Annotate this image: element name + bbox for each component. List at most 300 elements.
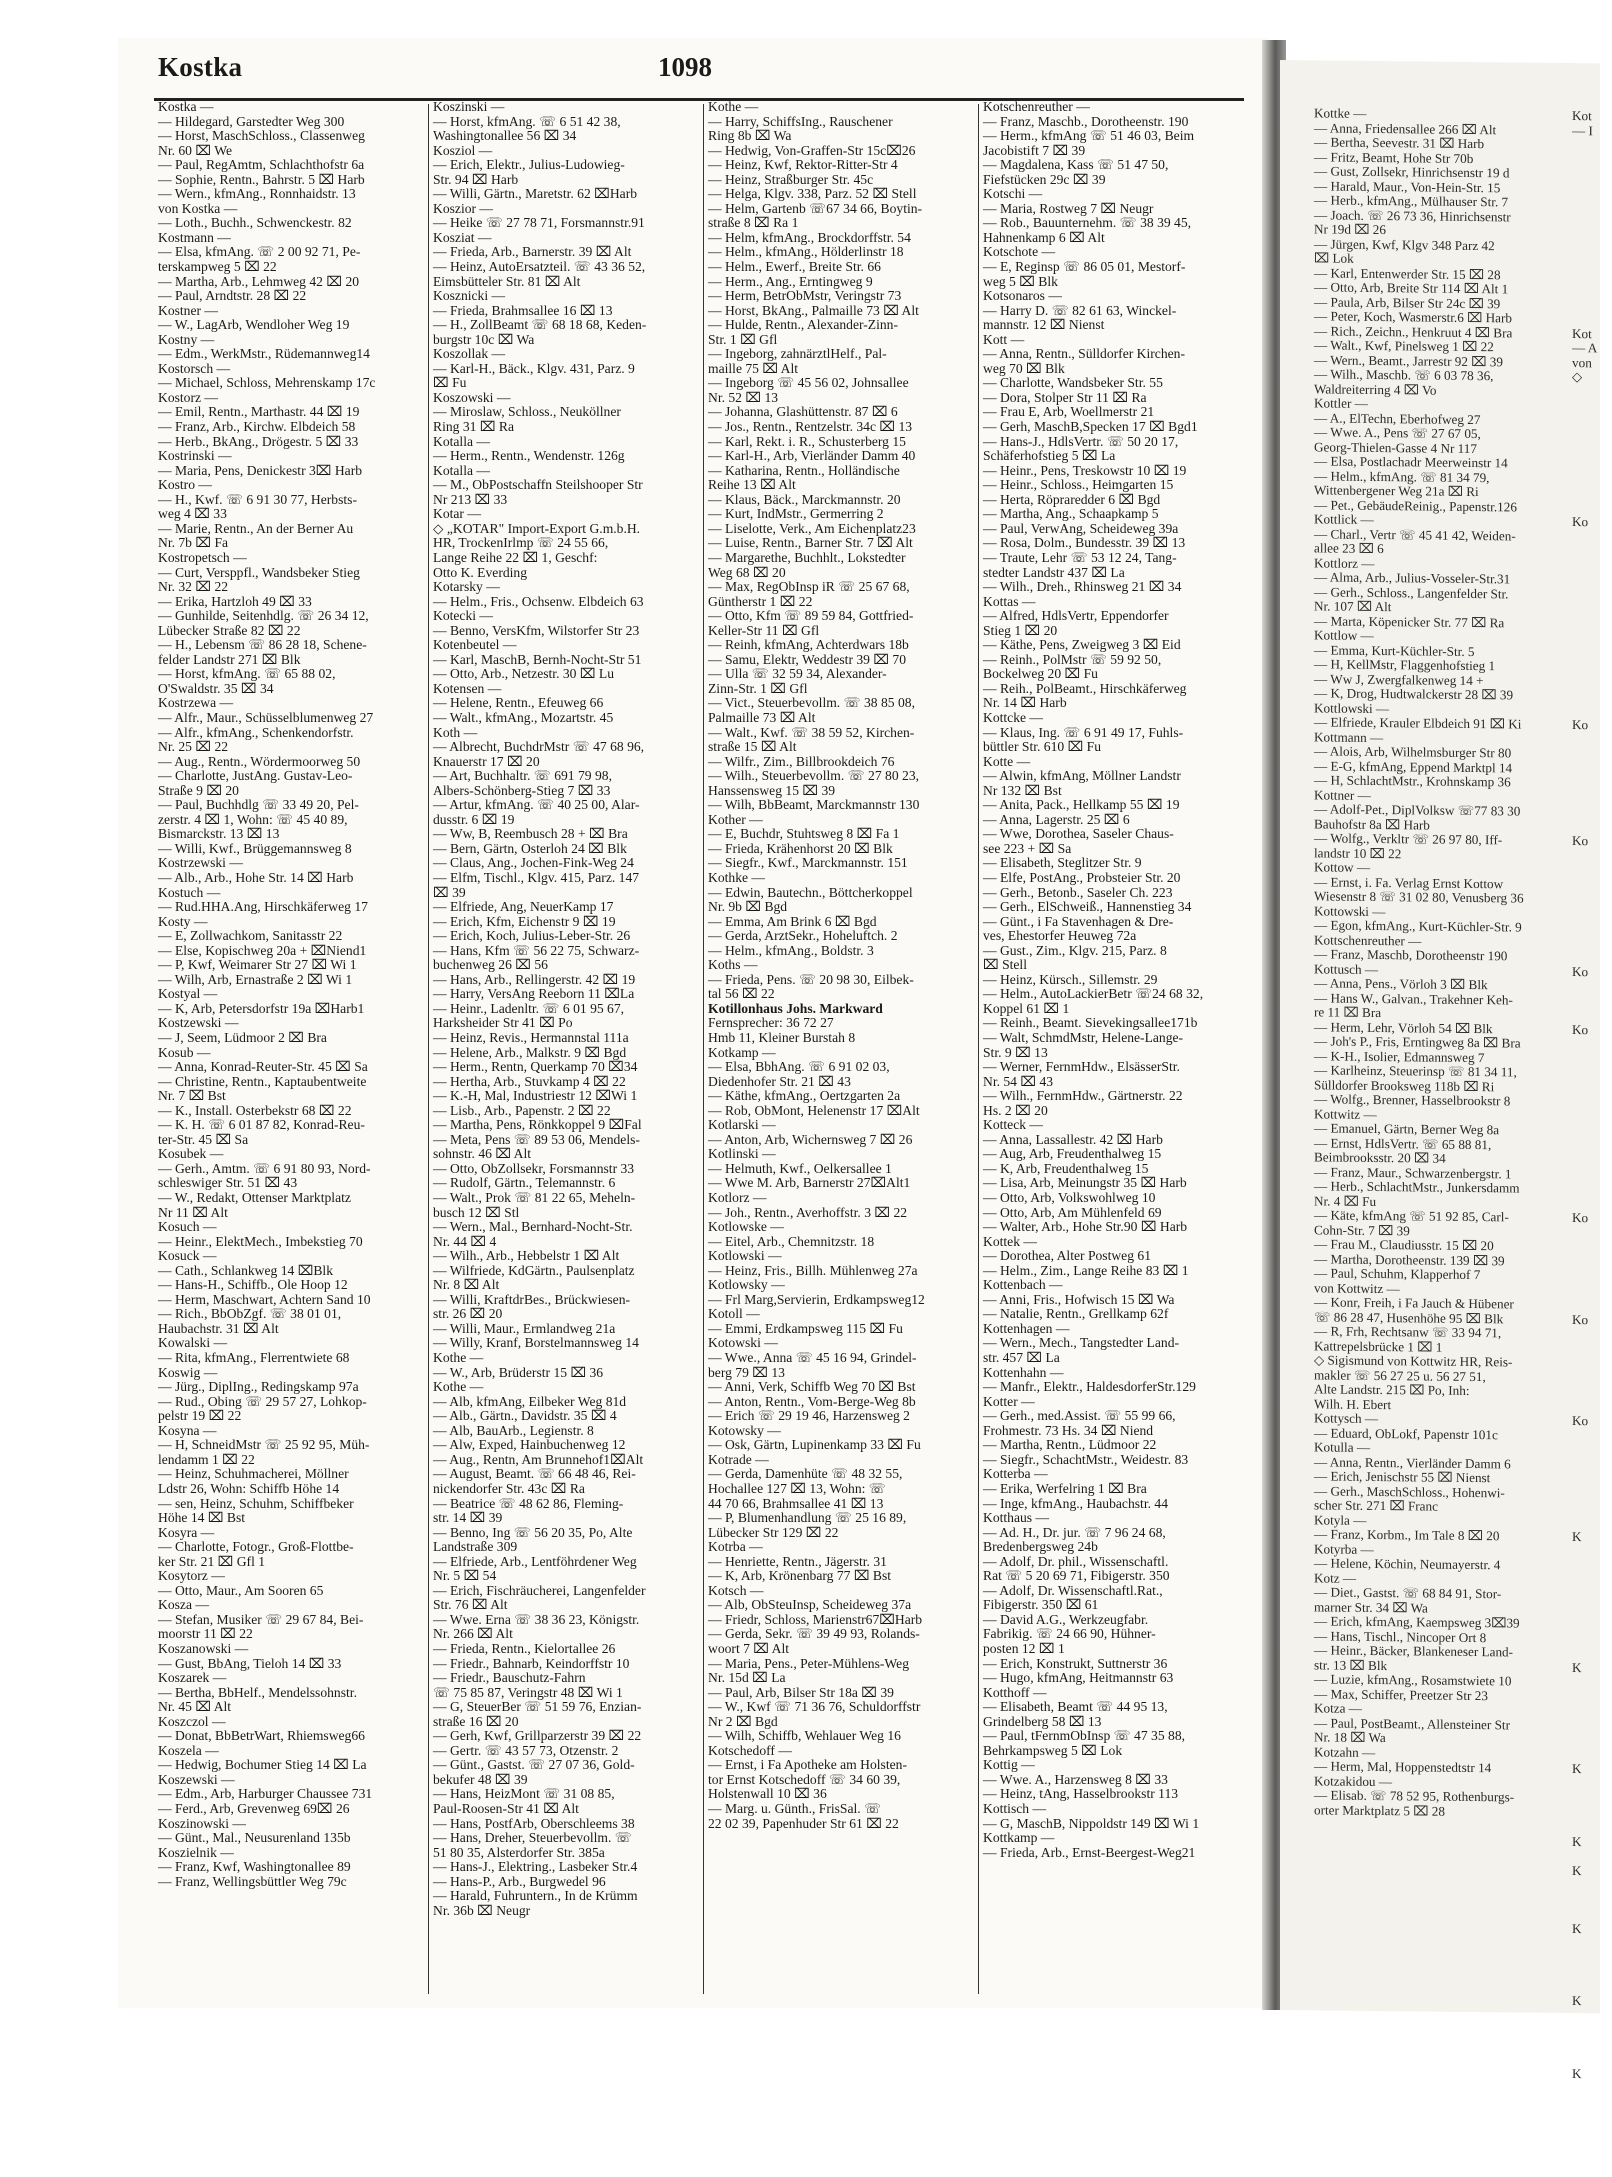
right-entry-line: K: [1572, 1761, 1582, 1777]
right-entry-line: — Elisab. ☏ 78 52 95, Rothenburgs-: [1314, 1787, 1515, 1805]
left-entry-line: Kothe —: [433, 1350, 484, 1366]
left-entry-line: Kosty —: [158, 913, 208, 929]
right-entry-line: [1572, 1269, 1612, 1284]
right-entry-line: Kottysch —: [1314, 1410, 1379, 1427]
right-entry-line: Beimbrooksstr. 20 ⌧ 34: [1314, 1149, 1446, 1166]
left-entry-line: — Elsa, kfmAng. ☏ 2 00 92 71, Pe-: [158, 244, 361, 260]
left-entry-line: — Beatrice ☏ 48 62 86, Fleming-: [433, 1495, 624, 1511]
right-entry-line: K: [1572, 1993, 1582, 2009]
right-entry-line: [1572, 921, 1612, 936]
right-entry-line: [1572, 1791, 1612, 1806]
left-entry-line: — Hans, Kfm ☏ 56 22 75, Schwarz-: [433, 942, 640, 958]
left-entry-line: Hmb 11, Kleiner Burstah 8: [708, 1030, 856, 1045]
left-entry-line: Kotalla —: [433, 462, 491, 478]
right-entry-line: [1572, 1545, 1612, 1560]
right-entry-line: [1572, 1066, 1612, 1081]
right-entry-line: — Ernst, i. Fa. Verlag Ernst Kottow: [1314, 873, 1504, 891]
left-entry-line: Kottkamp —: [983, 1830, 1055, 1846]
left-entry-line: — Heinz, Straßburger Str. 45c: [708, 171, 874, 187]
right-entry-line: Ko: [1572, 514, 1589, 530]
right-entry-line: [1572, 1806, 1612, 1821]
left-entry-line: — Wern., kfmAng., Ronnhaidstr. 13: [158, 186, 356, 202]
left-entry-line: moorstr 11 ⌧ 22: [158, 1626, 253, 1642]
left-entry-line: — Hans-J., Elektring., Lasbeker Str.4: [433, 1859, 638, 1875]
right-entry-line: — Joach. ☏ 26 73 36, Hinrichsenstr: [1314, 206, 1511, 224]
left-entry-line: sohnstr. 46 ⌧ Alt: [433, 1146, 531, 1162]
right-entry-line: — Emanuel, Gärtn, Berner Weg 8a: [1314, 1120, 1500, 1138]
left-entry-line: — Alb., Gärtn., Davidstr. 35 ⌧ 4: [433, 1408, 617, 1424]
right-entry-line: ◇: [1572, 369, 1583, 385]
right-entry-line: [1572, 1443, 1612, 1458]
left-entry-line: zerstr. 4 ⌧ 1, Wohn: ☏ 45 40 89,: [158, 811, 348, 827]
left-entry-line: berg 79 ⌧ 13: [708, 1364, 785, 1380]
left-entry-line: Kottek —: [983, 1233, 1037, 1249]
left-entry-line: Koths —: [708, 957, 758, 973]
right-entry-line: [1572, 1632, 1612, 1647]
left-entry-line: — Otto, Arb, Am Mühlenfeld 69: [983, 1204, 1162, 1220]
left-entry-line: Kotter —: [983, 1393, 1035, 1409]
right-entry-line: [1572, 660, 1612, 675]
left-entry-line: — Reinh, kfmAng, Achterdwars 18b: [708, 637, 909, 653]
left-entry-line: — Charlotte, Fotogr., Groß-Flottbe-: [158, 1539, 354, 1555]
left-entry-line: — Willi, Gärtn., Maretstr. 62 ⌧Harb: [433, 186, 638, 202]
left-entry-line: — Karl, Rekt. i. R., Schusterberg 15: [708, 433, 906, 449]
right-entry-line: Kottlowski —: [1314, 699, 1390, 716]
left-entry-line: — Elfm, Tischl., Klgv. 415, Parz. 147: [433, 869, 640, 885]
right-entry-line: [1572, 1255, 1612, 1270]
left-entry-line: — Otto, Maur., Am Sooren 65: [158, 1582, 324, 1598]
right-entry-line: [1572, 791, 1612, 806]
left-entry-line: — Elfe, PostAng., Probsteier Str. 20: [983, 869, 1181, 885]
left-entry-line: Behrkampsweg 5 ⌧ Lok: [983, 1742, 1123, 1758]
left-entry-line: — Alfr., kfmAng., Schenkendorfstr.: [158, 724, 354, 740]
left-entry-line: Ring 8b ⌧ Wa: [708, 128, 792, 144]
right-entry-line: — Anna, Pens., Vörloh 3 ⌧ Blk: [1314, 975, 1488, 993]
left-entry-line: Güntherstr 1 ⌧ 22: [708, 593, 813, 609]
left-entry-line: — Christine, Rentn., Kaptaubentweite: [158, 1073, 367, 1089]
left-entry-line: — Gunhilde, Seitenhdlg. ☏ 26 34 12,: [158, 608, 369, 624]
left-entry-line: — H., Lebensm ☏ 86 28 18, Schene-: [158, 637, 367, 653]
right-entry-line: [1572, 457, 1612, 472]
left-entry-line: Koszollak —: [433, 346, 506, 362]
left-entry-line: weg 70 ⌧ Blk: [983, 360, 1065, 376]
left-entry-line: — Martha, Arb., Lehmweg 42 ⌧ 20: [158, 273, 360, 289]
left-entry-line: — Karl, MaschB, Bernh-Nocht-Str 51: [433, 651, 642, 667]
left-entry-line: — H, SchneidMstr ☏ 25 92 95, Müh-: [158, 1437, 370, 1453]
right-entry-line: von: [1572, 354, 1592, 370]
left-entry-line: Nr 2 ⌧ Bgd: [708, 1713, 778, 1729]
left-entry-line: — Otto, Kfm ☏ 89 59 84, Gottfried-: [708, 608, 914, 624]
left-entry-line: — Edwin, Bautechn., Böttcherkoppel: [708, 884, 913, 900]
left-entry-line: Weg 68 ⌧ 20: [708, 564, 786, 580]
right-entry-line: [1572, 153, 1612, 168]
right-entry-line: ◇ Sigismund von Kottwitz HR, Reis-: [1314, 1352, 1513, 1370]
right-entry-line: [1572, 138, 1612, 153]
left-entry-line: — Walt., Prok ☏ 81 22 65, Meheln-: [433, 1190, 636, 1206]
left-entry-line: — Osk, Gärtn, Lupinenkamp 33 ⌧ Fu: [708, 1437, 921, 1453]
right-entry-line: Georg-Thielen-Gasse 4 Nr 117: [1314, 438, 1477, 456]
right-entry-line: — E-G, kfmAng, Eppend Marktpl 14: [1314, 757, 1513, 775]
left-entry-line: — K., Install. Osterbekstr 68 ⌧ 22: [158, 1102, 352, 1118]
right-entry-line: [1572, 863, 1612, 878]
right-page: [1280, 60, 1600, 2081]
left-entry-line: Kotrade —: [708, 1451, 769, 1467]
right-entry-line: Kottlow —: [1314, 627, 1374, 643]
left-entry-line: Kotlowske —: [708, 1219, 784, 1235]
left-entry-line: — Alb, kfmAng, Eilbeker Weg 81d: [433, 1393, 627, 1409]
left-entry-line: — Hedwig, Bochumer Stieg 14 ⌧ La: [158, 1757, 367, 1773]
left-entry-line: — Harry D. ☏ 82 61 63, Winckel-: [983, 302, 1177, 318]
left-entry-line: — Franz, Kwf, Washingtonallee 89: [158, 1859, 351, 1875]
left-entry-line: Kottenhagen —: [983, 1320, 1070, 1336]
left-entry-line: — Anton, Rentn., Vom-Berge-Weg 8b: [708, 1393, 916, 1409]
left-entry-line: Otto K. Everding: [433, 564, 528, 580]
left-entry-line: Diedenhofer Str. 21 ⌧ 43: [708, 1073, 851, 1089]
left-entry-line: — Helmuth, Kwf., Oelkersallee 1: [708, 1160, 892, 1176]
right-entry-line: — Pet., GebäudeReinig., Papenstr.126: [1314, 496, 1517, 514]
left-entry-line: — Rud., Obing ☏ 29 57 27, Lohkop-: [158, 1393, 367, 1409]
left-entry-line: — Gerh, MaschB,Specken 17 ⌧ Bgd1: [983, 419, 1198, 435]
left-entry-line: — Gerda, ArztSekr., Hoheluftch. 2: [708, 928, 898, 944]
right-entry-line: Kottowski —: [1314, 902, 1386, 919]
left-entry-line: — Wilh., Arb., Hebbelstr 1 ⌧ Alt: [433, 1248, 620, 1264]
left-entry-line: — Hans-J., HdlsVertr. ☏ 50 20 17,: [983, 433, 1179, 449]
right-entry-line: Kottlick —: [1314, 511, 1374, 527]
right-entry-line: [1572, 1574, 1612, 1589]
left-entry-line: Kotillonhaus Johs. Markward: [708, 1000, 883, 1016]
left-entry-line: — Reinh., Beamt. Sievekingsallee171b: [983, 1015, 1198, 1031]
left-entry-line: — K, Arb, Freudenthalweg 15: [983, 1160, 1149, 1176]
left-entry-line: Knauerstr 17 ⌧ 20: [433, 753, 540, 769]
left-entry-line: Kotschote —: [983, 244, 1056, 260]
left-entry-line: Kottas —: [983, 593, 1036, 609]
right-entry-line: — Helene, Köchin, Neumayerstr. 4: [1314, 1555, 1501, 1573]
right-entry-line: [1572, 2023, 1612, 2038]
left-entry-line: Kotthoff —: [983, 1684, 1047, 1700]
right-entry-line: [1572, 950, 1612, 965]
left-entry-line: — Hulde, Rentn., Alexander-Zinn-: [708, 317, 898, 333]
left-entry-line: — Dorothea, Alter Postweg 61: [983, 1248, 1152, 1264]
left-entry-line: — Franz, Maschb., Dorotheenstr. 190: [983, 113, 1189, 129]
left-entry-line: — Walt., Kwf. ☏ 38 59 52, Kirchen-: [708, 724, 915, 740]
left-entry-line: Jacobistift 7 ⌧ 39: [983, 142, 1086, 158]
right-entry-line: Kattrepelsbrücke 1 ⌧ 1: [1314, 1337, 1443, 1355]
left-entry-line: — Kurt, IndMstr., Germerring 2: [708, 506, 884, 522]
right-entry-line: — Anna, Rentn., Vierländer Damm 6: [1314, 1453, 1511, 1471]
right-entry-line: [1572, 733, 1612, 748]
right-entry-line: Kotza —: [1314, 1700, 1362, 1716]
left-entry-line: Haubachstr. 31 ⌧ Alt: [158, 1320, 279, 1336]
left-entry-line: Zinn-Str. 1 ⌧ Gfl: [708, 680, 808, 696]
left-entry-line: Kostrzewski —: [158, 855, 243, 871]
right-entry-line: [1572, 1951, 1612, 1966]
right-entry-line: [1572, 298, 1612, 313]
left-entry-line: — Ulla ☏ 32 59 34, Alexander-: [708, 666, 887, 682]
right-entry-line: Kottmann —: [1314, 728, 1384, 745]
right-entry-line: [1572, 2038, 1612, 2053]
right-entry-line: Sülldorfer Brooksweg 118b ⌧ Ri: [1314, 1076, 1495, 1094]
left-entry-line: Kosznicki —: [433, 288, 506, 304]
right-entry-line: [1572, 936, 1612, 951]
left-entry-line: — Anni, Verk, Schiffb Weg 70 ⌧ Bst: [708, 1379, 916, 1395]
left-entry-line: — M., ObPostschaffn Steilshooper Str: [433, 477, 643, 493]
right-entry-line: K: [1572, 2065, 1582, 2081]
left-entry-line: — W., LagArb, Wendloher Weg 19: [158, 317, 350, 333]
left-entry-line: HR, TrockenIrlmp ☏ 24 55 66,: [433, 535, 609, 551]
left-entry-line: — Maria, Pens., Peter-Mühlens-Weg: [708, 1655, 909, 1671]
left-entry-line: ◇ „KOTAR" Import-Export G.m.b.H.: [433, 520, 641, 536]
right-entry-line: [1572, 1965, 1612, 1980]
right-entry-line: Waldreiterring 4 ⌧ Vo: [1314, 380, 1437, 398]
right-entry-line: Ko: [1572, 963, 1589, 979]
right-entry-line: — Fritz, Beamt, Hohe Str 70b: [1314, 148, 1474, 166]
right-entry-line: [1572, 1182, 1612, 1197]
right-entry-line: — Wilh., Maschb. ☏ 6 03 78 36,: [1314, 366, 1494, 384]
left-entry-line: — Miroslaw, Schloss., Neuköllner: [433, 404, 621, 420]
left-entry-line: ☏ 75 85 87, Veringstr 48 ⌧ Wi 1: [433, 1684, 623, 1700]
right-entry-line: — Ww J, Zwergfalkenweg 14 +: [1314, 670, 1484, 688]
left-entry-line: — Inge, kfmAng., Haubachstr. 44: [983, 1495, 1168, 1511]
left-entry-line: — Erich, Konstrukt, Suttnerstr 36: [983, 1655, 1168, 1671]
left-entry-line: — Anna, Lagerstr. 25 ⌧ 6: [983, 811, 1130, 827]
left-entry-line: Kostrzewa —: [158, 695, 234, 711]
right-entry-line: [1572, 1168, 1612, 1183]
left-entry-line: — Frieda, Krähenhorst 20 ⌧ Blk: [708, 840, 893, 856]
left-entry-line: — Heike ☏ 27 78 71, Forsmannstr.91: [433, 215, 645, 231]
right-entry-line: [1572, 1936, 1612, 1951]
right-entry-line: — Wolfg., Brenner, Hasselbrookstr 8: [1314, 1091, 1511, 1109]
right-entry-line: [1572, 443, 1612, 458]
right-entry-line: [1572, 1603, 1612, 1618]
left-entry-line: Koszarek —: [158, 1670, 227, 1686]
left-entry-line: — Heinr., Ladenltr. ☏ 6 01 95 67,: [433, 1000, 625, 1016]
left-entry-line: — Artur, kfmAng. ☏ 40 25 00, Alar-: [433, 797, 640, 813]
left-entry-line: O'Swaldstr. 35 ⌧ 34: [158, 680, 274, 696]
left-entry-line: — Lisb., Arb., Papenstr. 2 ⌧ 22: [433, 1102, 611, 1118]
right-entry-line: — Paul, PostBeamt., Allensteiner Str: [1314, 1714, 1510, 1732]
right-entry-line: [1572, 1153, 1612, 1168]
left-entry-line: — Helene, Rentn., Efeuweg 66: [433, 695, 604, 711]
left-entry-line: — Donat, BbBetrWart, Rhiemsweg66: [158, 1728, 365, 1744]
right-entry-line: — Bertha, Seevestr. 31 ⌧ Harb: [1314, 134, 1485, 152]
left-entry-line: Landstraße 309: [433, 1539, 518, 1555]
left-entry-line: Nr. 5 ⌧ 54: [433, 1568, 497, 1584]
left-entry-line: — Wwe. A., Harzensweg 8 ⌧ 33: [983, 1771, 1168, 1787]
left-entry-line: — Herm., Rentn, Querkamp 70 ⌧34: [433, 1059, 638, 1075]
right-entry-line: K: [1572, 1862, 1582, 1878]
left-entry-line: ker Str. 21 ⌧ Gfl 1: [158, 1553, 266, 1569]
right-entry-line: [1572, 1501, 1612, 1516]
left-entry-line: — Erich, Kfm, Eichenstr 9 ⌧ 19: [433, 913, 616, 929]
left-entry-line: — Harald, Fuhruntern., In de Krümm: [433, 1888, 638, 1904]
left-entry-line: Kotschi —: [983, 186, 1043, 202]
left-entry-line: posten 12 ⌧ 1: [983, 1640, 1065, 1656]
left-entry-line: Kotsonaros —: [983, 288, 1062, 304]
right-entry-line: Ko: [1572, 717, 1589, 733]
left-entry-line: — Rud.HHA.Ang, Hirschkäferweg 17: [158, 899, 368, 915]
left-entry-line: Kothke —: [708, 869, 766, 885]
left-entry-line: — Friedr, Schloss, Marienstr67⌧Harb: [708, 1611, 923, 1627]
left-entry-line: — Helm., Fris., Ochsenw. Elbdeich 63: [433, 593, 644, 609]
left-entry-line: Kother —: [708, 811, 763, 827]
left-entry-line: — Franz, Wellingsbüttler Weg 79c: [158, 1873, 347, 1889]
left-entry-line: — Alb, ObSteuInsp, Scheideweg 37a: [708, 1597, 912, 1613]
left-entry-line: — Jürg., DiplIng., Redingskamp 97a: [158, 1379, 359, 1395]
left-entry-line: Nr. 44 ⌧ 4: [433, 1233, 497, 1249]
left-entry-line: Kostuch —: [158, 884, 221, 900]
left-entry-line: — K, Arb, Krönenbarg 77 ⌧ Bst: [708, 1568, 892, 1584]
right-entry-line: K: [1572, 1920, 1582, 1936]
left-entry-line: 51 80 35, Alsterdorfer Str. 385a: [433, 1844, 605, 1860]
left-entry-line: — Hans-P., Arb., Burgwedel 96: [433, 1873, 606, 1889]
left-entry-line: Nr 11 ⌧ Alt: [158, 1204, 228, 1220]
left-entry-line: — Alfred, HdlsVertr, Eppendorfer: [983, 608, 1169, 624]
right-entry-line: — Käte, kfmAng ☏ 51 92 85, Carl-: [1314, 1207, 1509, 1225]
left-entry-line: Nr. 54 ⌧ 43: [983, 1073, 1054, 1089]
right-entry-line: Nr. 4 ⌧ Fu: [1314, 1192, 1377, 1209]
right-entry-line: — R, Frh, Rechtsanw ☏ 33 94 71,: [1314, 1323, 1502, 1341]
right-entry-line: [1572, 1690, 1612, 1705]
left-entry-line: — Natalie, Rentn., Grellkamp 62f: [983, 1306, 1169, 1322]
left-entry-line: straße 16 ⌧ 20: [433, 1713, 519, 1729]
left-entry-line: — Traute, Lehr ☏ 53 12 24, Tang-: [983, 549, 1177, 565]
left-entry-line: — Paul, VerwAng, Scheideweg 39a: [983, 520, 1179, 536]
right-entry-line: [1572, 1298, 1612, 1313]
left-entry-line: Kotecki —: [433, 608, 494, 624]
left-entry-line: Kottig —: [983, 1757, 1035, 1773]
left-entry-line: — W., Kwf ☏ 71 36 76, Schuldorffstr: [708, 1699, 921, 1715]
running-head-name: Kostka: [158, 52, 243, 82]
right-entry-line: [1572, 1429, 1612, 1444]
right-entry-line: Kottusch —: [1314, 960, 1379, 977]
left-entry-line: — Heinz, Kürsch., Sillemstr. 29: [983, 971, 1158, 987]
left-entry-line: — Wwe M. Arb, Barnerstr 27⌧Alt1: [708, 1175, 911, 1191]
directory-column-1: [158, 100, 423, 2000]
left-entry-line: — Henriette, Rentn., Jägerstr. 31: [708, 1553, 887, 1569]
column-divider: [428, 104, 429, 1994]
left-entry-line: — P, Kwf, Weimarer Str 27 ⌧ Wi 1: [158, 957, 357, 973]
left-entry-line: — Heinz, Kwf, Rektor-Ritter-Str 4: [708, 157, 898, 173]
left-entry-line: — Hertha, Arb., Stuvkamp 4 ⌧ 22: [433, 1073, 626, 1089]
left-entry-line: — Bern, Gärtn, Osterloh 24 ⌧ Blk: [433, 840, 627, 856]
left-entry-line: — Albrecht, BuchdrMstr ☏ 47 68 96,: [433, 739, 645, 755]
right-entry-line: [1572, 1878, 1612, 1893]
left-entry-line: Nr. 60 ⌧ We: [158, 142, 232, 158]
directory-column-2: [433, 100, 698, 2000]
right-entry-line: — Luzie, kfmAng., Rosamstwiete 10: [1314, 1671, 1512, 1689]
right-entry-line: [1572, 225, 1612, 240]
left-entry-line: Bredenbergsweg 24b: [983, 1539, 1098, 1555]
right-entry-line: [1572, 544, 1612, 559]
left-entry-line: — Willy, Kranf, Borstelmannsweg 14: [433, 1335, 639, 1351]
left-entry-line: Bismarckstr. 13 ⌧ 13: [158, 826, 280, 842]
right-entry-line: [1572, 1907, 1612, 1922]
left-entry-line: — Willi, Kwf., Brüggemannsweg 8: [158, 840, 352, 856]
right-entry-line: [1572, 428, 1612, 443]
left-entry-line: felder Landstr 271 ⌧ Blk: [158, 651, 301, 667]
left-entry-line: Kotarsky —: [433, 579, 500, 595]
right-entry-line: [1572, 414, 1612, 429]
left-entry-line: Kosubek —: [158, 1146, 224, 1162]
right-entry-line: K: [1572, 1833, 1582, 1849]
left-entry-line: — Wilh, Schiffb, Wehlauer Weg 16: [708, 1728, 901, 1744]
left-entry-line: Kostka —: [158, 99, 214, 114]
left-entry-line: Kotkamp —: [708, 1044, 776, 1060]
right-entry-line: [1572, 675, 1612, 690]
left-entry-line: Str. 94 ⌧ Harb: [433, 171, 519, 187]
left-entry-line: Kostmann —: [158, 229, 231, 245]
left-entry-line: — Ferd., Arb, Grevenweg 69⌧ 26: [158, 1800, 350, 1816]
left-entry-line: — Ingeborg ☏ 45 56 02, Johnsallee: [708, 375, 909, 391]
left-entry-line: Nr. 7b ⌧ Fa: [158, 535, 229, 551]
right-entry-line: Kot: [1572, 108, 1592, 124]
left-entry-line: — Herm, Maschwart, Achtern Sand 10: [158, 1291, 371, 1307]
left-entry-line: — Käthe, kfmAng., Oertzgarten 2a: [708, 1088, 901, 1104]
left-entry-line: — Paul, Buchhdlg ☏ 33 49 20, Pel-: [158, 797, 359, 813]
left-entry-line: Kothe —: [708, 99, 759, 114]
left-entry-line: Nr. 36b ⌧ Neugr: [433, 1902, 531, 1918]
left-entry-line: büttler Str. 610 ⌧ Fu: [983, 739, 1102, 755]
right-entry-line: Kot: [1572, 325, 1592, 341]
left-entry-line: — G, MaschB, Nippoldstr 149 ⌧ Wi 1: [983, 1815, 1200, 1831]
left-entry-line: — Horst, BkAng., Palmaille 73 ⌧ Alt: [708, 302, 919, 318]
left-entry-line: — Helm, kfmAng., Brockdorffstr. 54: [708, 229, 911, 245]
left-entry-line: — Anna, Rentn., Sülldorfer Kirchen-: [983, 346, 1185, 362]
left-entry-line: — Hans, Dreher, Steuerbevollm. ☏: [433, 1830, 632, 1846]
right-entry-line: Nr. 107 ⌧ Alt: [1314, 598, 1392, 615]
left-entry-line: — Erich ☏ 29 19 46, Harzensweg 2: [708, 1408, 910, 1424]
left-entry-line: — Helm., Zim., Lange Reihe 83 ⌧ 1: [983, 1262, 1189, 1278]
left-entry-line: — Käthe, Pens, Zweigweg 3 ⌧ Eid: [983, 637, 1181, 653]
right-entry-line: — Diet., Gastst. ☏ 68 84 91, Stor-: [1314, 1584, 1502, 1602]
left-entry-line: Hahnenkamp 6 ⌧ Alt: [983, 229, 1105, 245]
left-entry-line: — Günt., i Fa Stavenhagen & Dre-: [983, 913, 1174, 929]
right-entry-line: — Hans, Tischl., Nincoper Ort 8: [1314, 1627, 1487, 1645]
left-entry-line: Schäferhofstieg 5 ⌧ La: [983, 448, 1116, 464]
left-entry-line: — Hugo, kfmAng, Heitmannstr 63: [983, 1670, 1174, 1686]
left-entry-line: — W., Arb, Brüderstr 15 ⌧ 36: [433, 1364, 604, 1380]
right-entry-line: [1572, 182, 1612, 197]
left-entry-line: Nr. 32 ⌧ 22: [158, 579, 229, 595]
right-entry-line: — Ernst, HdlsVertr. ☏ 65 88 81,: [1314, 1134, 1492, 1152]
left-entry-line: Kostner —: [158, 302, 219, 318]
left-entry-line: Kostro —: [158, 477, 212, 493]
left-entry-line: — Gerda, Sekr. ☏ 39 49 93, Rolands-: [708, 1626, 920, 1642]
left-entry-line: Koszowski —: [433, 389, 511, 405]
left-entry-line: Kotlowsky —: [708, 1277, 785, 1293]
left-entry-line: Kostny —: [158, 331, 215, 347]
right-entry-line: [1572, 979, 1612, 994]
right-entry-line: Ko: [1572, 833, 1589, 849]
right-entry-line: Alte Landstr. 215 ⌧ Po, Inh:: [1314, 1381, 1470, 1398]
left-entry-line: — Otto, Arb, Volkswohlweg 10: [983, 1190, 1156, 1206]
left-entry-line: — Emil, Rentn., Marthastr. 44 ⌧ 19: [158, 404, 360, 420]
right-entry-line: [1572, 1617, 1612, 1632]
right-entry-line: Kotulla —: [1314, 1439, 1371, 1455]
left-entry-line: — Heinr., Schloss., Heimgarten 15: [983, 477, 1174, 493]
left-entry-line: — Helga, Klgv. 338, Parz. 52 ⌧ Stell: [708, 186, 917, 202]
left-entry-line: — Sophie, Rentn., Bahrstr. 5 ⌧ Harb: [158, 171, 365, 187]
left-entry-line: — Anna, Lassallestr. 42 ⌧ Harb: [983, 1131, 1163, 1147]
left-entry-line: Kotowsky —: [708, 1422, 781, 1438]
left-entry-line: Keller-Str 11 ⌧ Gfl: [708, 622, 820, 638]
right-entry-line: Bauhofstr 8a ⌧ Harb: [1314, 815, 1430, 833]
left-entry-line: — Rob., Bauunternehm. ☏ 38 39 45,: [983, 215, 1192, 231]
left-entry-line: — Stefan, Musiker ☏ 29 67 84, Bei-: [158, 1611, 364, 1627]
left-entry-line: tor Ernst Kotschedoff ☏ 34 60 39,: [708, 1771, 901, 1787]
right-entry-line: — Gerh., Schloss., Langenfelder Str.: [1314, 583, 1509, 601]
left-entry-line: — H., ZollBeamt ☏ 68 18 68, Keden-: [433, 317, 647, 333]
